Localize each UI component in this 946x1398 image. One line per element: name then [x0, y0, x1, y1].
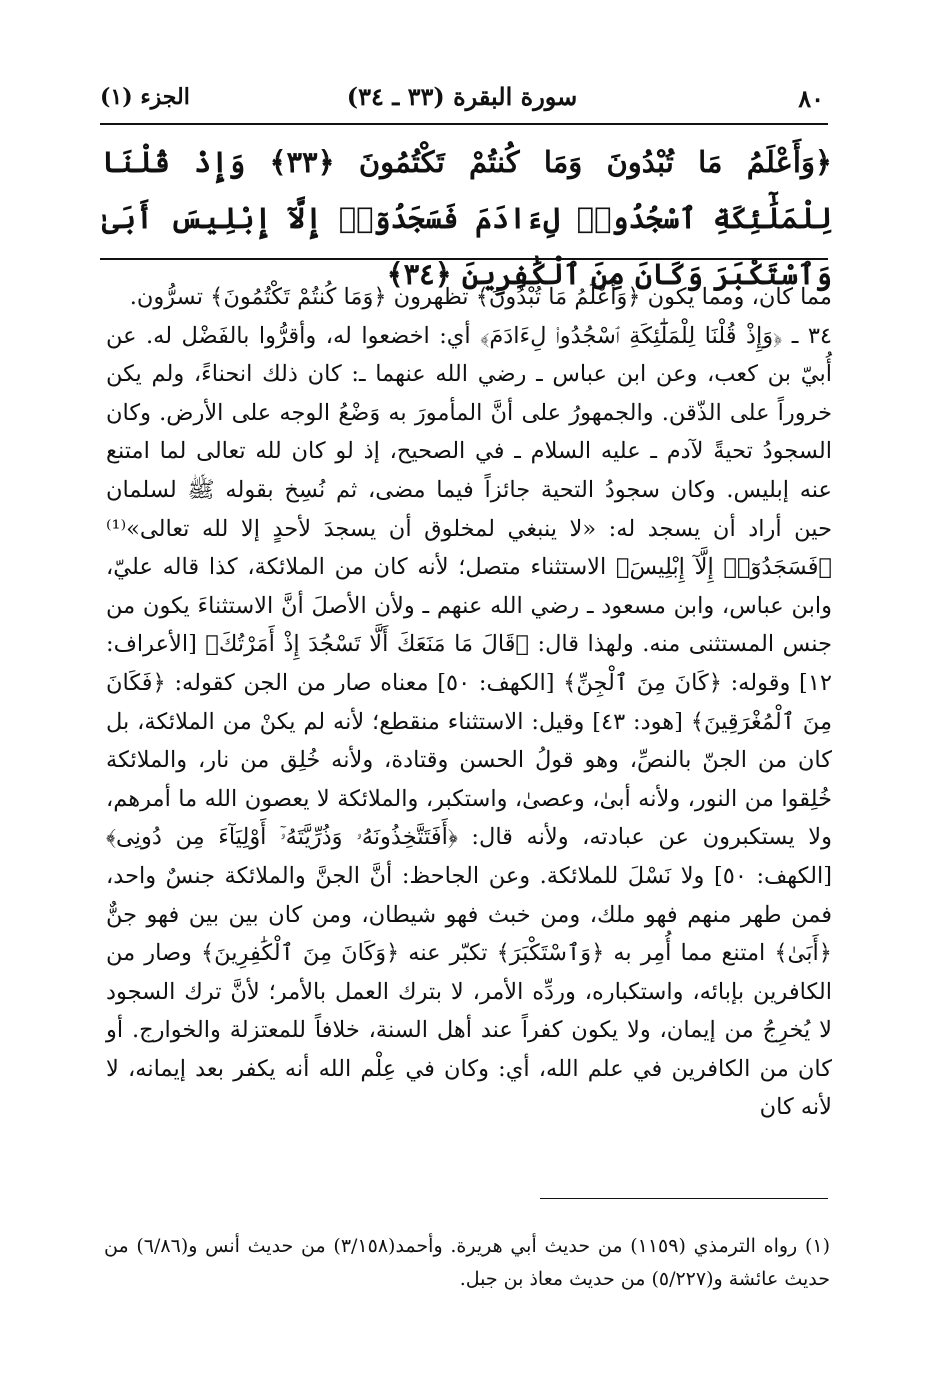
footnote: (١) رواه الترمذي (١١٥٩) من حديث أبي هريرة. وأحمد(٣/١٥٨) من حديث أنس و(٦/٨٦) من حديث عائشة و(٥/٢٢٧) من حديث معاذ بن جبل. [104, 1235, 830, 1290]
header-divider [100, 123, 828, 125]
footnote-divider [540, 1198, 828, 1199]
juz-label: الجزء (١) [100, 84, 190, 110]
footnotes [104, 1230, 830, 1296]
page-number: ٨٠ [798, 84, 824, 113]
verses-divider [100, 258, 828, 260]
surah-title: سورة البقرة (٣٣ ـ ٣٤) [346, 82, 578, 111]
quran-verses: ﴿وَأَعْلَمُ مَا تُبْدُونَ وَمَا كُنتُمْ تَكْتُمُونَ ﴿٣٣﴾ وَإِذْ قُلْنَا لِلْمَلَٰٓئِكَةِ ٱسْجُدُوا۟ لِءَادَمَ فَسَجَدُوٓا۟ إِلَّآ إِبْلِيسَ أَبَىٰ وَٱسْتَكْبَرَ وَكَانَ مِنَ ٱلْكَٰفِرِينَ ﴿٣٤﴾ [102, 145, 832, 291]
commentary-paragraph: ٣٤ ـ ﴿وَإِذْ قُلْنَا لِلْمَلَٰٓئِكَةِ ٱسْجُدُوا۟ لِءَادَمَ﴾ أي: اخضعوا له، وأقرُّوا بالفَضْل له. عن أُبيّ بن كعب، وعن ابن عباس ـ رضي الله عنهما ـ: كان ذلك انحناءً، ولم يكن خروراً على الذّقن. والجمهورُ على أنَّ المأمورَ به وَضْعُ الوجه على الأرض. وكان السجودُ تحيةً لآدم ـ عليه السلام ـ في الصحيح، إذ لو كان لله تعالى لما امتنع عنه إبليس. وكان سجودُ التحية جائزاً فيما مضى، ثم نُسِخ بقوله ﷺ لسلمان حين أراد أن يسجد له: «لا ينبغي لمخلوق أن يسجدَ لأحدٍ إلا لله تعالى»⁽¹⁾ ﴿فَسَجَدُوٓا۟ إِلَّآ إِبْلِيسَ﴾ الاستثناء متصل؛ لأنه كان من الملائكة، كذا قاله عليّ، وابن عباس، وابن مسعود ـ رضي الله عنهم ـ ولأن الأصلَ أنَّ الاستثناءَ يكون من جنس المستثنى منه. ولهذا قال: ﴿قَالَ مَا مَنَعَكَ أَلَّا تَسْجُدَ إِذْ أَمَرْتُكَ﴾ [الأعراف: ١٢] وقوله: ﴿كَانَ مِنَ ٱلْجِنِّ﴾ [الكهف: ٥٠] معناه صار من الجن كقوله: ﴿فَكَانَ مِنَ ٱلْمُغْرَقِينَ﴾ [هود: ٤٣] وقيل: الاستثناء منقطع؛ لأنه لم يكنْ من الملائكة، بل كان من الجنّ بالنصِّ، وهو قولُ الحسن وقتادة، ولأنه خُلِق من نار، والملائكة خُلِقوا من النور، ولأنه أبىٰ، وعصىٰ، واستكبر، والملائكة لا يعصون الله ما أمرهم، ولا يستكبرون عن عبادته، ولأنه قال: ﴿أَفَتَتَّخِذُونَهُۥ وَذُرِّيَّتَهُۥٓ أَوْلِيَآءَ مِن دُونِى﴾ [الكهف: ٥٠] ولا نَسْلَ للملائكة. وعن الجاحظ: أنَّ الجنَّ والملائكة جنسٌ واحد، فمن طهر منهم فهو ملك، ومن خبث فهو شيطان، ومن كان بين بين فهو جنٌّ ﴿أَبَىٰ﴾ امتنع مما أُمِر به ﴿وَٱسْتَكْبَرَ﴾ تكبّر عنه ﴿وَكَانَ مِنَ ٱلْكَٰفِرِينَ﴾ وصار من الكافرين بإبائه، واستكباره، وردِّه الأمر، لا بترك العمل بالأمر؛ لأنَّ ترك السجود لا يُخرِجُ من إيمان، ولا يكون كفراً عند أهل السنة، خلافاً للمعتزلة والخوارج. أو كان من الكافرين في علم الله، أي: وكان في عِلْم الله أنه يكفر بعد إيمانه، لا لأنه كان [106, 322, 832, 1121]
commentary-paragraph: مما كان، ومما يكون ﴿وَأَعْلَمُ مَا تُبْدُونَ﴾ تظهرون ﴿وَمَا كُنتُمْ تَكْتُمُونَ﴾ تسرُّون. [129, 284, 832, 310]
commentary-text [106, 278, 832, 1127]
running-header [100, 78, 824, 118]
